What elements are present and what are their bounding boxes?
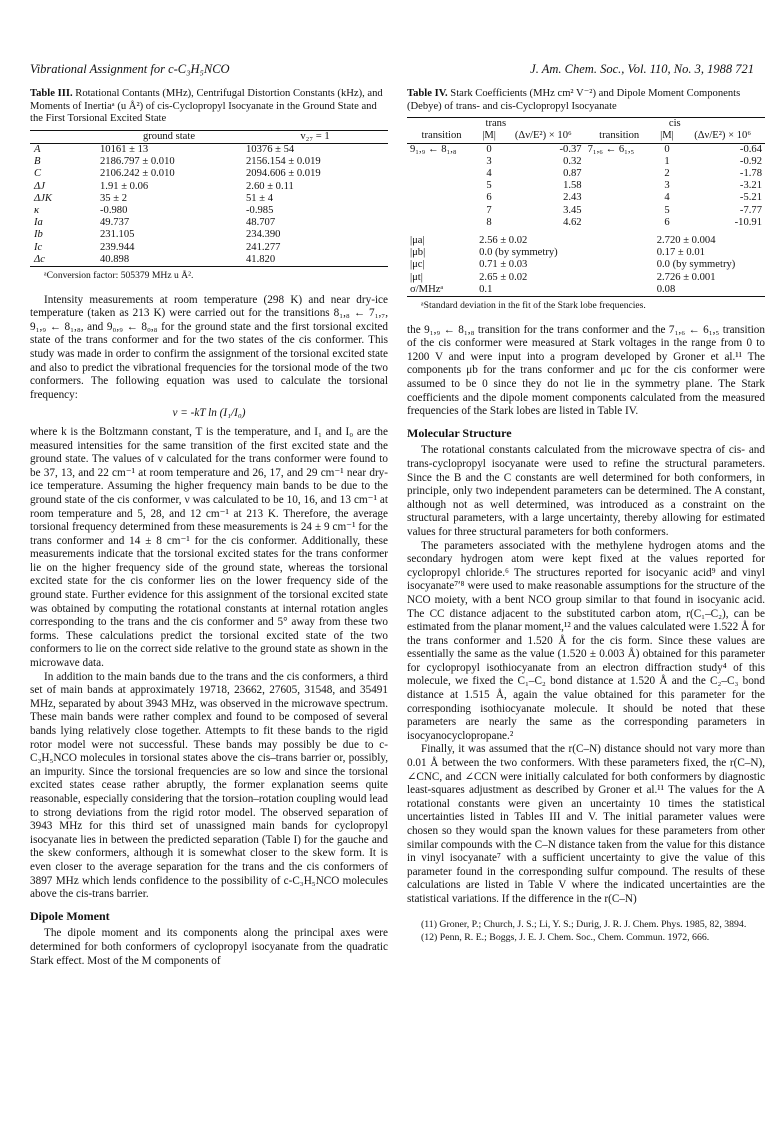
table3-label: Table III. <box>30 88 73 99</box>
structure-heading: Molecular Structure <box>407 425 512 440</box>
table3-excited-cell: 2094.606 ± 0.019 <box>246 168 321 180</box>
table4-dipole-cis: 0.17 ± 0.01 <box>656 247 705 259</box>
table4-trans-transition <box>407 156 476 168</box>
table4-cis-transition <box>585 205 654 217</box>
references <box>407 919 765 945</box>
table3-param-cell: Δc <box>34 253 45 265</box>
right-column <box>407 88 765 946</box>
reference-12: (12) Penn, R. E.; Boggs, J. E. J. Chem. Soc., Chem. Commun. 1972, 666. <box>421 932 710 944</box>
table3-row <box>30 205 388 217</box>
table4-cis-transition <box>585 180 654 192</box>
table4-dipole-trans: 2.56 ± 0.02 <box>479 235 528 247</box>
table4 <box>407 117 765 297</box>
table4-dipole-label: |μb| <box>410 247 426 259</box>
table4-cis-coef: -0.92 <box>739 155 762 167</box>
table3-param-cell: A <box>34 143 41 155</box>
table4-dipole-label: |μc| <box>410 259 425 271</box>
table4-trans-coef: 1.58 <box>563 180 582 192</box>
table4-trans-m: 3 <box>486 155 492 167</box>
table3-excited-cell: -0.985 <box>246 205 274 216</box>
table4-trans-m: 0 <box>486 143 492 155</box>
table4-col-m-cis: |M| <box>660 130 674 142</box>
table4-stark-row <box>407 156 765 168</box>
table4-stark-row <box>407 180 765 192</box>
table4-trans-m: 5 <box>486 180 492 192</box>
table4-trans-transition <box>407 192 476 204</box>
table4-dipole-trans: 0.1 <box>479 283 493 295</box>
table4-col-coef-trans: (Δν/E²) × 10⁶ <box>514 130 572 142</box>
table4-caption-text: Stark Coefficients (MHz cm² V⁻²) and Dipole Moment Components (Debye) of trans- and cis-Cyclopropyl Isocyanate <box>407 88 741 112</box>
left-paragraph-3: In addition to the main bands due to the trans and the cis conformers, a third set of main bands at approximately 19718, 23662, 27605, 31548, and 35491 MHz, separated by about 3943 MHz, was observed in the microwave spectrum. These main bands were rather complex and found to be composed of several bands lying relatively close together. Attempts to fit these bands to the rigid rotor model were not successful. These bands may possibly be due to c-C₃H₅NCO molecules in torsional states above the cis–trans barrier or, possibly, an impurity. Since the torsional frequencies are so low and since the torsional excited states cease rather abruptly, the former explanation seems quite reasonable, especially considering that the torsion–rotation coupling would lead to strong deviations from the rigid rotor model. The observed separation of 3943 MHz for this third set of unassigned main bands for cyclopropyl isocyanate lies in between the predicted separation (Table I) for the gauche and the skew conformers, although it is somewhat closer to the skew form. It is even closer to the average separation for the trans and the cis conformers of 3897 MHz which lends confidence to the possibility of c-C₃H₅NCO molecules above the cis-trans barrier. <box>30 670 388 901</box>
structure-paragraph-2: The parameters associated with the methylene hydrogen atoms and the secondary hydrogen atom were kept fixed at the values reported for cyclopropyl chloride.⁶ The structures reported for isocyanic acid⁹ and vinyl isocyanate⁷ʹ⁸ were used to make reasonable assumptions for the structure of the NCO moiety, with a bent NCO group similar to that found in isocyanic acid. The CC distance adjacent to the substituted carbon atom, r(C₁–C₂), can be estimated from the planar moment,¹² and the values calculated were 1.522 Å for the trans conformer and 1.520 Å for the cis form. Since these values are essentially the same as the value (1.520 ± 0.003 Å) obtained for this parameter for cyclopropyl isothiocyanate from an electron diffraction study⁴ of this molecule, we fixed the C₁–C₂ bond distance at 1.520 Å and the C₂–C₃ bond distance at 1.515 Å, again the value obtained for this parameter for the corresponding isothiocyanate molecule. It should be noted that these parameters are nearly the same as the corresponding parameters in isocyanocyclopropane.² <box>407 539 765 742</box>
table4-stark-row <box>407 168 765 180</box>
table3-excited-cell: 51 ± 4 <box>246 192 274 204</box>
table3-ground-cell: 239.944 <box>100 241 135 253</box>
table3-row <box>30 143 388 156</box>
table3-excited-cell: 2156.154 ± 0.019 <box>246 156 321 168</box>
table4-cis-coef: -5.21 <box>739 192 762 204</box>
table4-dipole-trans: 2.65 ± 0.02 <box>479 271 528 283</box>
table4-cis-m: 5 <box>664 204 670 216</box>
structure-paragraph-1: The rotational constants calculated from the microwave spectra of cis- and trans-cyclopropyl isocyanate were used to refine the structural parameters. Since the B and the C constants are well determined for both conformers, in principle, only two independent parameters can be determined. The A constant, although not as well determined, was introduced as a constraint on the structural parameters, with a large uncertainty, thereby allowing for estimated values for three structural parameters for both conformers. <box>407 444 765 538</box>
table3-header-excited: v₂₇ = 1 <box>300 130 330 142</box>
table4-group-cis: cis <box>668 118 681 130</box>
table4-trans-coef: 0.32 <box>563 155 582 167</box>
table3-param-cell: Ic <box>34 241 43 253</box>
table4-trans-transition <box>407 168 476 180</box>
table4-stark-row <box>407 192 765 204</box>
table3-body <box>30 143 388 266</box>
table4-col-transition-cis: transition <box>599 130 640 142</box>
table3-caption <box>30 88 388 126</box>
table4-label: Table IV. <box>407 88 448 99</box>
table4-cis-transition <box>585 192 654 204</box>
table3-excited-cell: 41.820 <box>246 253 276 265</box>
table4-dipole-row <box>407 235 765 247</box>
table4-cis-transition <box>585 168 654 180</box>
table4-cis-m: 6 <box>664 216 670 228</box>
table4-dipole-trans: 0.0 (by symmetry) <box>479 247 558 259</box>
table4-stark-row <box>407 205 765 217</box>
table3-param-cell: ΔJ <box>34 180 45 192</box>
table4-dipole-cis: 0.08 <box>656 283 676 295</box>
table4-cis-coef: -3.21 <box>739 180 762 192</box>
table4-cis-transition <box>585 217 654 229</box>
table4-col-transition-trans: transition <box>421 130 462 142</box>
table4-cis-m: 3 <box>664 180 670 192</box>
table4-dipole-row <box>407 272 765 284</box>
table3-header-blank <box>30 130 96 143</box>
table4-trans-coef: 0.87 <box>563 168 582 179</box>
table3-row <box>30 229 388 241</box>
table4-cis-transition: 7₁,₆ ← 6₁,₅ <box>587 143 635 155</box>
table4-trans-coef: -0.37 <box>559 143 582 155</box>
table4-trans-transition: 9₁,₉ ← 8₁,₈ <box>410 143 457 155</box>
table4-dipole-row <box>407 259 765 271</box>
table4-dipole-label: σ/MHzᵃ <box>410 283 444 295</box>
table4-dipole-row <box>407 284 765 297</box>
table3-param-cell: C <box>34 168 42 180</box>
table3-excited-cell: 234.390 <box>246 229 281 241</box>
table3-ground-cell: 49.737 <box>100 217 130 229</box>
table3-ground-cell: -0.980 <box>100 205 128 216</box>
table4-cis-m: 2 <box>664 168 670 179</box>
table4-cis-m: 1 <box>664 155 670 167</box>
table4-trans-coef: 2.43 <box>563 192 582 204</box>
table4-dipole-cis: 2.726 ± 0.001 <box>656 271 716 283</box>
table3-row <box>30 193 388 205</box>
right-paragraph-1: the 9₁,₉ ← 8₁,₈ transition for the trans conformer and the 7₁,₆ ← 6₁,₅ transition of the cis conformer were measured at Stark voltages in the range from 0 to 1200 V and were input into a program developed by Groner et al.¹¹ The components μb for the trans conformer and μc for the cis conformer were assumed to be 0 since they do not lie in the symmetry plane. The Stark coefficients and the dipole moment components calculated from the measured frequencies of the Stark lobes are listed in Table IV. <box>407 323 765 418</box>
table4-dipole-cis: 2.720 ± 0.004 <box>656 235 716 247</box>
table3-ground-cell: 35 ± 2 <box>100 192 128 204</box>
table4-dipole-cis: 0.0 (by symmetry) <box>656 259 736 271</box>
table4-stark-row <box>407 143 765 156</box>
table4-footnote: ᵃStandard deviation in the fit of the Stark lobe frequencies. <box>421 300 646 312</box>
left-column <box>30 88 388 968</box>
table3-ground-cell: 10161 ± 13 <box>100 143 149 155</box>
table3-param-cell: B <box>34 156 41 168</box>
table3-param-cell: Ib <box>34 229 43 241</box>
table3-footnote: ᵃConversion factor: 505379 MHz u Å². <box>44 270 194 282</box>
left-paragraph-2: where k is the Boltzmann constant, T is the temperature, and I₁ and I₀ are the measured intensities for the same transition of the first excited state and the ground state. The values of ν calculated for the trans conformer were found to be 37, 13, and 22 cm⁻¹ at room temperature and 26, 17, and 29 cm⁻¹ near dry-ice temperature. Assuming the higher frequency main bands to be due to the ground state of the cis conformer, ν was calculated to be 10, 16, and 13 cm⁻¹ at room temperature and 5, 28, and 12 cm⁻¹ at 213 K. Therefore, the average torsional frequency determined from these measurements is 24 ± 9 cm⁻¹ for the trans conformer and 14 ± 8 cm⁻¹ for the cis conformer. Additionally, these measurements indicate that the torsional excited states for the trans conformer lie on the higher frequency side of the ground state, whereas the torsional excited state for the cis conformer lies on the lower frequency side of the ground state. Further evidence for this assignment of the torsional excited state was obtained by computing the rotational constants at internal rotation angles corresponding to the trans and the cis conformer and 5° away from these two forms. These calculations predict the torsional excited state of the two conformers to lie on the correct side relative to the ground state as shown in the microwave data. <box>30 425 388 670</box>
table3-ground-cell: 2186.797 ± 0.010 <box>100 156 175 168</box>
table3-excited-cell: 10376 ± 54 <box>246 143 295 155</box>
table3 <box>30 130 388 267</box>
table3-caption-text: Rotational Contants (MHz), Centrifugal Distortion Constants (kHz), and Moments of Inertiaᵃ (u Å²) of cis-Cyclopropyl Isocyanate in the Ground State and the First Torsional Excited State <box>30 88 383 125</box>
table3-row <box>30 254 388 267</box>
table4-trans-m: 7 <box>486 204 492 216</box>
table4-trans-m: 8 <box>486 216 492 228</box>
table4-trans-transition <box>407 180 476 192</box>
table4-cis-m: 0 <box>664 143 670 155</box>
running-header-left: Vibrational Assignment for c-C₃H₅NCO <box>30 62 230 76</box>
table3-row <box>30 156 388 168</box>
table3-ground-cell: 1.91 ± 0.06 <box>100 180 149 192</box>
table3-param-cell: Ia <box>34 217 43 229</box>
table4-cis-coef: -0.64 <box>739 143 762 155</box>
table4-stark-row <box>407 217 765 229</box>
table3-param-cell: ΔJK <box>34 192 52 204</box>
torsional-frequency-equation: ν = -kT ln (I₁/I₀) <box>172 407 246 420</box>
table4-dipole-body <box>407 235 765 297</box>
table4-col-m-trans: |M| <box>482 130 496 142</box>
left-paragraph-1: Intensity measurements at room temperature (298 K) and near dry-ice temperature (taken as 213 K) were carried out for the transitions 8₁,₈ ← 7₁,₇, 9₁,₉ ← 8₁,₈, and 9₀,₉ ← 8₀,₈ for the ground state and the first torsional excited state of the trans conformer and for the two states of the cis conformer. This study was made in order to confirm the assignment of the torsional excited state and also to predict the vibrational frequencies for the torsional mode of the two conformers. The following equation was used to calculate the torsional frequency: <box>30 293 388 401</box>
table4-stark-body <box>407 143 765 235</box>
table4-group-trans: trans <box>485 118 507 130</box>
table4-trans-coef: 3.45 <box>563 204 582 216</box>
table4-cis-coef: -1.78 <box>739 168 762 179</box>
table3-row <box>30 181 388 193</box>
running-header-right: J. Am. Chem. Soc., Vol. 110, No. 3, 1988 721 <box>530 62 754 76</box>
table4-trans-m: 4 <box>486 168 492 179</box>
table3-excited-cell: 2.60 ± 0.11 <box>246 180 294 192</box>
reference-11: (11) Groner, P.; Church, J. S.; Li, Y. S.; Durig, J. R. J. Chem. Phys. 1985, 82, 3894. <box>421 918 747 930</box>
structure-paragraph-3: Finally, it was assumed that the r(C–N) distance should not vary more than 0.01 Å between the two conformers. With these parameters fixed, the r(C–N), ∠CNC, and ∠CCN were initially calculated for both conformers by diagnostic least-squares adjustment as described by Groner et al.¹¹ The values for the A rotational constants were given an uncertainty 10 times the statistical uncertainties listed in Tables III and V. The initial parameter values were chosen so they would span the known values for these parameters from other similar compounds with the C–N distance taken from the value for this distance in vinyl isocyanate⁷ with a sufficient uncertainty to give the value of this parameter found in the corresponding sulfur compound. The results of these calculations are listed in Table V where the indicated uncertainties are the statistical variations. If the difference in the r(C–N) <box>407 743 765 905</box>
dipole-paragraph: The dipole moment and its components along the principal axes were determined for both conformers of cyclopropyl isocyanate from the quadratic Stark effect. Most of the M components of <box>30 927 388 967</box>
table4-trans-transition <box>407 205 476 217</box>
table3-ground-cell: 231.105 <box>100 229 135 241</box>
table3-row <box>30 217 388 229</box>
table4-trans-m: 6 <box>486 192 492 204</box>
table4-dipole-trans: 0.71 ± 0.03 <box>479 259 528 271</box>
table4-cis-transition <box>585 156 654 168</box>
table3-ground-cell: 2106.242 ± 0.010 <box>100 168 175 180</box>
table3-excited-cell: 241.277 <box>246 241 281 253</box>
table4-caption <box>407 88 765 113</box>
table4-dipole-row <box>407 247 765 259</box>
table3-row <box>30 242 388 254</box>
table3-row <box>30 168 388 180</box>
table4-cis-coef: -7.77 <box>739 204 762 216</box>
table4-cis-m: 4 <box>664 192 670 204</box>
table4-trans-coef: 4.62 <box>563 216 582 228</box>
table3-header-ground: ground state <box>142 130 196 142</box>
table4-trans-transition <box>407 217 476 229</box>
table4-cis-coef: -10.91 <box>734 216 762 228</box>
table4-col-coef-cis: (Δν/E²) × 10⁶ <box>694 130 752 142</box>
table4-dipole-label: |μt| <box>410 271 423 283</box>
table3-ground-cell: 40.898 <box>100 253 130 265</box>
table3-excited-cell: 48.707 <box>246 217 276 229</box>
table3-param-cell: κ <box>34 205 40 216</box>
dipole-heading: Dipole Moment <box>30 908 110 923</box>
table4-dipole-label: |μa| <box>410 235 425 247</box>
